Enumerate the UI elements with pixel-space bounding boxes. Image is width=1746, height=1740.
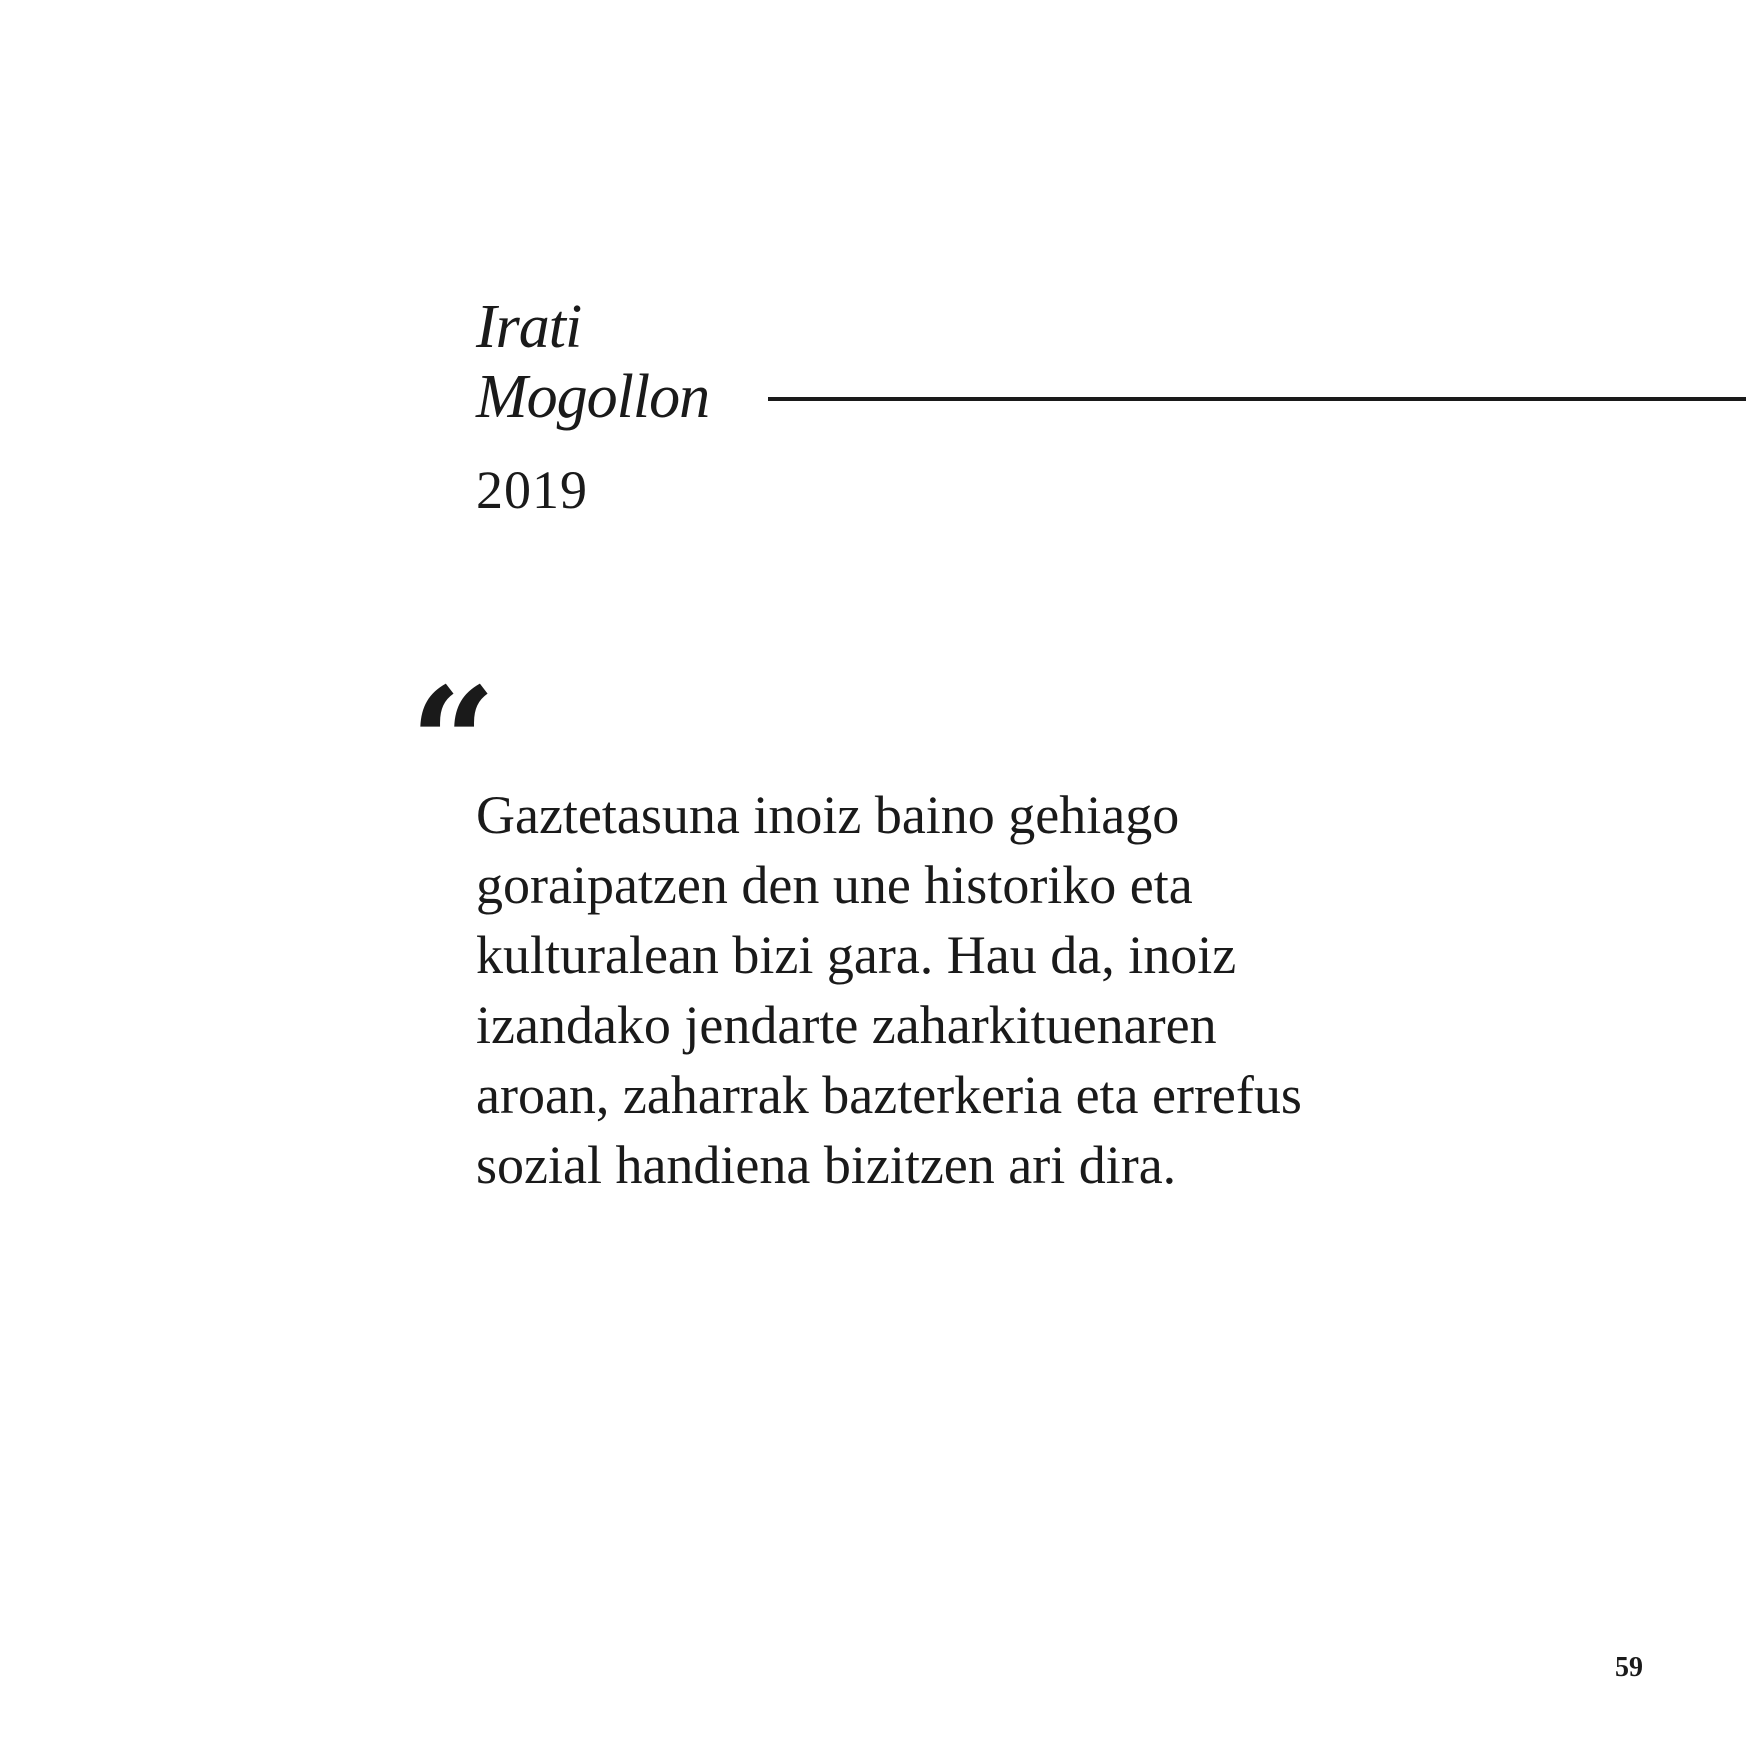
quote-line: izandako jendarte zaharkituenaren — [476, 995, 1217, 1055]
page-number: 59 — [1615, 1652, 1643, 1683]
quote-text — [476, 780, 1476, 1200]
quote-line: kulturalean bizi gara. Hau da, inoiz — [476, 925, 1237, 985]
quote-line: goraipatzen den une historiko eta — [476, 855, 1193, 915]
quote-line: aroan, zaharrak bazterkeria eta errefus — [476, 1065, 1302, 1125]
quote-line: Gaztetasuna inoiz baino gehiago — [476, 785, 1180, 845]
author-name — [476, 292, 709, 432]
quote-line: sozial handiena bizitzen ari dira. — [476, 1135, 1177, 1195]
horizontal-rule — [768, 397, 1746, 401]
author-last-name: Mogollon — [476, 363, 710, 431]
quotation-mark-icon: “ — [410, 655, 497, 831]
author-year: 2019 — [476, 460, 588, 520]
author-first-name: Irati — [476, 293, 582, 361]
